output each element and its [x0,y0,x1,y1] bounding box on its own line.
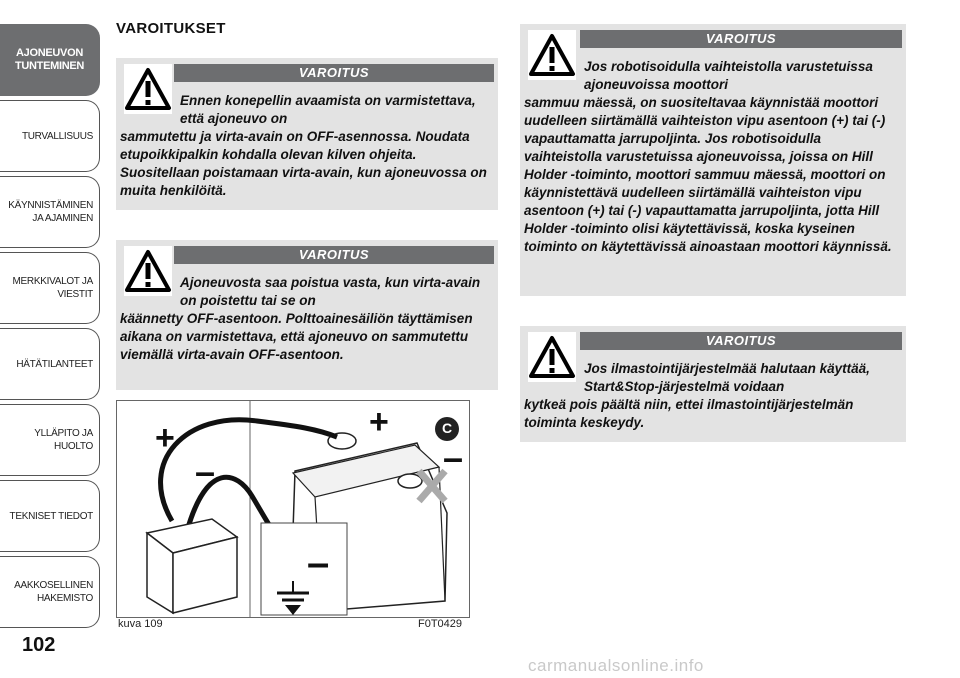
warning-box-1 [116,58,498,210]
warning-header: VAROITUS [174,64,494,82]
tab-ajoneuvon-tunteminen[interactable]: AJONEUVON TUNTEMINEN [0,24,100,96]
warning-header: VAROITUS [174,246,494,264]
warning-body: kytkeä pois päältä niin, ettei ilmastointijärjestelmän toiminta keskeydy. [524,397,854,430]
warning-body: sammuu mäessä, on suositeltavaa käynnistää moottori uudelleen siirtämällä vaihteiston vipu asentoon (+) tai (-) vapauttamatta jarrupoljinta. Jos robotisoidulla vaihteistolla varustetuissa ajoneuvoissa, joissa on Hill Holder -toiminto, moottori sammuu mäessä, moottori on käynnistettävä uudelleen siirtämällä vaihteiston vipu asentoon (+) tai (-) vapauttamatta jarrupoljinta, jotta Hill Holder -toiminto olisi käytettävissä, koska kyseinen toiminto on käytettävissä ainoastaan moottori käynnissä. [524,95,892,254]
tab-hatatilanteet[interactable]: HÄTÄTILANTEET [0,328,100,400]
warning-body: käännetty OFF-asentoon. Polttoainesäiliön täyttämisen aikana on varmistettava, että ajoneuvo on sammutettu viemällä virta-avain OFF-asentoon. [120,311,473,362]
warning-intro: Jos robotisoidulla vaihteistolla varustetuissa ajoneuvoissa moottori [584,59,873,92]
warning-header: VAROITUS [580,30,902,48]
warning-intro: Jos ilmastointijärjestelmää halutaan käyttää, Start&Stop-järjestelmä voidaan [584,361,870,394]
minus-sign-big-battery: – [443,437,464,478]
plus-sign-big-battery: + [369,403,389,441]
warning-intro: Ennen konepellin avaamista on varmistettava, että ajoneuvo on [180,93,476,126]
figure-code: F0T0429 [418,618,463,630]
warning-box-2 [116,240,498,390]
warning-header: VAROITUS [580,332,902,350]
tab-hakemisto[interactable]: AAKKOSELLINEN HAKEMISTO [0,556,100,628]
figure-caption: kuva 109 [118,618,163,630]
label-c: C [441,420,453,436]
warning-box-3 [520,24,906,296]
warning-body: sammutettu ja virta-avain on OFF-asennossa. Noudata etupoikkipalkin kohdalla olevan kilven ohjeita. Suositellaan poistamaan virta-avain, kun ajoneuvossa on muita henkilöitä. [120,129,487,198]
page-number: 102 [22,634,56,656]
plus-sign-small-battery: + [155,419,175,457]
tab-merkkivalot[interactable]: MERKKIVALOT JA VIESTIT [0,252,100,324]
tab-tekniset-tiedot[interactable]: TEKNISET TIEDOT [0,480,100,552]
tab-kaynnistaminen[interactable]: KÄYNNISTÄMINEN JA AJAMINEN [0,176,100,248]
section-title: VAROITUKSET [116,20,226,37]
warning-intro: Ajoneuvosta saa poistua vasta, kun virta-avain on poistettu tai se on [180,275,481,308]
watermark: carmanualsonline.info [528,656,704,675]
tab-turvallisuus[interactable]: TURVALLISUUS [0,100,100,172]
tab-yllapito[interactable]: YLLÄPITO JA HUOLTO [0,404,100,476]
battery-jumper-figure [116,400,470,618]
warning-box-4 [520,326,906,442]
minus-sign-ground: – [307,541,330,585]
minus-sign-small-battery: – [195,451,216,492]
